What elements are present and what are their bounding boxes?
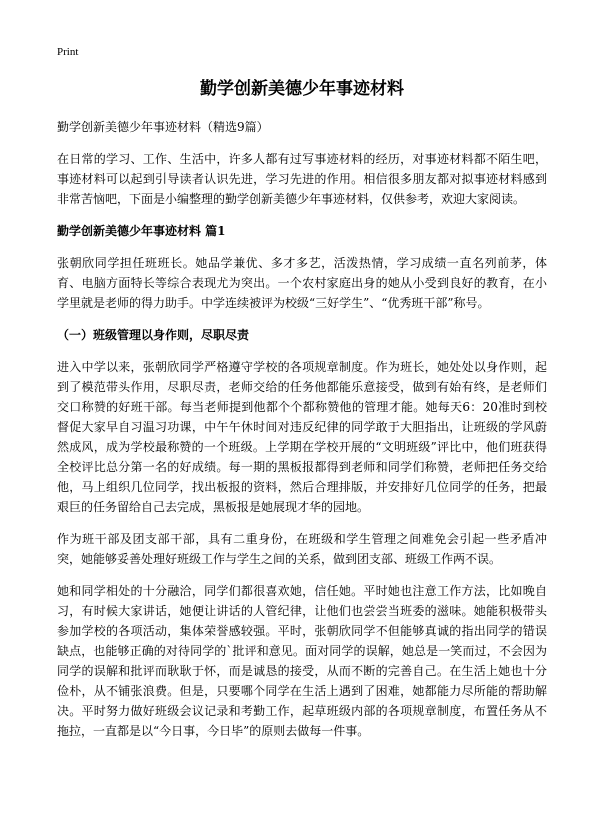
document-page [57, 78, 547, 753]
body-paragraph: 进入中学以来，张朝欣同学严格遵守学校的各项规章制度。作为班长，她处处以身作则，起到了模范带头作用，尽职尽责，老师交给的任务他都能乐意接受，做到有始有终，是老师们交口称赞的好班干部。每当老师提到他都个个都称赞他的管理才能。她每天6：20准时到校督促大家早自习温习功课，中午午休时间对违反纪律的同学敢于大胆指出，让班级的学风蔚然成风，成为学校最称赞的一个班级。上学期在学校开展的“文明班级”评比中，他们班获得全校评比总分第一名的好成绩。每一期的黑板报都得到老师和同学们称赞，老师把任务交给他，马上组织几位同学，找出板报的资料，然后合理排版，并安排好几位同学的任务，把最艰巨的任务留给自己去完成，黑板报是她展现才华的园地。 [57, 360, 547, 514]
document-subtitle: 勤学创新美德少年事迹材料（精选9篇） [57, 120, 269, 134]
body-paragraph: 作为班干部及团支部干部，具有二重身份，在班级和学生管理之间难免会引起一些矛盾冲突，她能够妥善处理好班级工作与学生之间的关系，做到团支部、班级工作两不误。 [57, 532, 547, 566]
section-paragraph: 张朝欣同学担任班班长。她品学兼优、多才多艺，活泼热情，学习成绩一直名列前茅，体育、电脑方面特长等综合表现尤为突出。一个农村家庭出身的她从小受到良好的教育，在小学里就是老师的得力助手。中学连续被评为校级“三好学生”、“优秀班干部”称号。 [57, 256, 547, 310]
intro-paragraph: 在日常的学习、工作、生活中，许多人都有过写事迹材料的经历，对事迹材料都不陌生吧，事迹材料可以起到引导读者认识先进，学习先进的作用。相信很多朋友都对拟事迹材料感到非常苦恼吧，下面是小编整理的勤学创新美德少年事迹材料，仅供参考，欢迎大家阅读。 [57, 152, 547, 206]
document-title: 勤学创新美德少年事迹材料 [200, 79, 404, 99]
print-label: Print [57, 46, 79, 58]
section-heading: 勤学创新美德少年事迹材料 篇1 [57, 224, 226, 238]
sub-heading: （一）班级管理以身作则，尽职尽责 [57, 328, 250, 342]
body-paragraph: 她和同学相处的十分融洽，同学们都很喜欢她，信任她。平时她也注意工作方法，比如晚自习，有时候大家讲话，她便让讲话的人管纪律，让他们也尝尝当班委的滋味。她能积极带头参加学校的各项活动，集体荣誉感较强。平时，张朝欣同学不但能够真诚的指出同学的错误缺点，也能够正确的对待同学的`批评和意见。面对同学的误解，她总是一笑而过，不会因为同学的误解和批评而耿耿于怀，而是诚恳的接受，从而不断的完善自己。在生活上她也十分俭朴，从不铺张浪费。但是，只要哪个同学在生活上遇到了困难，她都能力尽所能的帮助解决。平时努力做好班级会议记录和考勤工作，起草班级内部的各项规章制度，布置任务从不拖拉，一直都是以“今日事，今日毕”的原则去做每一件事。 [57, 584, 547, 738]
